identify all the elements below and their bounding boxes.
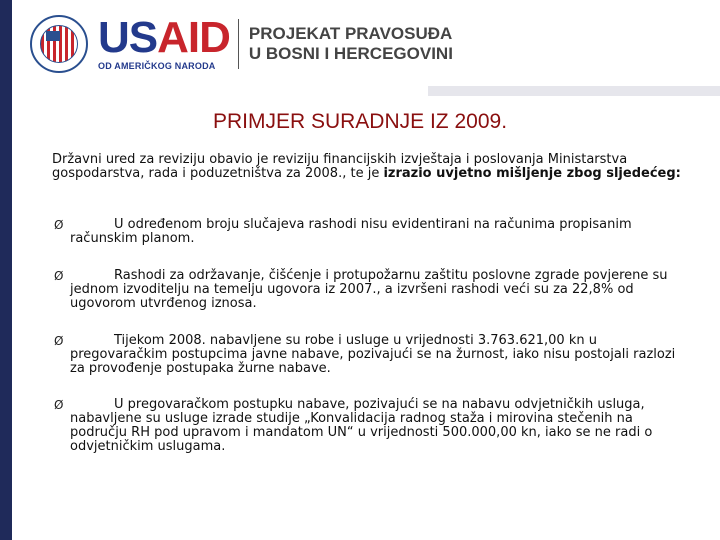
list-item (54, 334, 679, 376)
intro-paragraph (52, 153, 692, 181)
usaid-subtitle: OD AMERIČKOG NARODA (98, 60, 216, 71)
list-item (54, 398, 679, 454)
project-line-2: U BOSNI I HERCEGOVINI (248, 44, 453, 63)
bullet-arrow-icon: Ø (54, 398, 64, 412)
usaid-wordmark (98, 12, 230, 62)
header-rule (428, 86, 720, 96)
header (30, 14, 453, 74)
usaid-word-aid: AID (157, 12, 230, 62)
list-item-text: U pregovaračkom postupku nabave, pozivajući se na nabavu odvjetničkih usluga, nabavljene su usluge izrade studije „Konvalidacija radnog staža i mirovina stečenih na području RH pod upravom i mandatom UN“ u vrijednosti 500.000,00 kn, iako se ne radi o odvjetničkim uslugama. (70, 397, 653, 454)
project-name (249, 24, 453, 64)
logo-divider (238, 19, 239, 69)
usaid-word-us: US (98, 12, 158, 62)
intro-text: Državni ured za reviziju obavio je reviziju financijskih izvještaja i poslovanja Ministarstva gospodarstva, rada i poduzetništva za 2008., te je (52, 152, 628, 181)
page-title: PRIMJER SURADNJE IZ 2009. (212, 110, 508, 133)
left-accent-bar (0, 0, 12, 540)
seal-flag-canton (46, 31, 60, 41)
list-item-text: U određenom broju slučajeva rashodi nisu evidentirani na računima propisanim računskim planom. (70, 217, 632, 246)
bullet-arrow-icon: Ø (54, 269, 64, 283)
list-item (54, 218, 679, 246)
list-item-text: Rashodi za održavanje, čišćenje i protupožarnu zaštitu poslovne zgrade povjerene su jednom izvoditelju na temelju ugovora iz 2007., a izvršeni rashodi veći su za 22,8% od ugovorom utvrđenog iznosa. (70, 268, 668, 311)
bullet-arrow-icon: Ø (54, 218, 64, 232)
usaid-seal-icon (30, 15, 88, 73)
usaid-logo (98, 12, 230, 71)
list-item (54, 269, 679, 311)
bullet-arrow-icon: Ø (54, 334, 64, 348)
project-line-1: PROJEKAT PRAVOSUĐA (248, 24, 453, 43)
intro-bold-text: izrazio uvjetno mišljenje zbog sljedećeg: (383, 166, 681, 181)
list-item-text: Tijekom 2008. nabavljene su robe i usluge u vrijednosti 3.763.621,00 kn u pregovaračkim postupcima javne nabave, pozivajući se na žurnost, iako nisu postojali razlozi za provođenje postupaka žurne nabave. (70, 333, 676, 376)
